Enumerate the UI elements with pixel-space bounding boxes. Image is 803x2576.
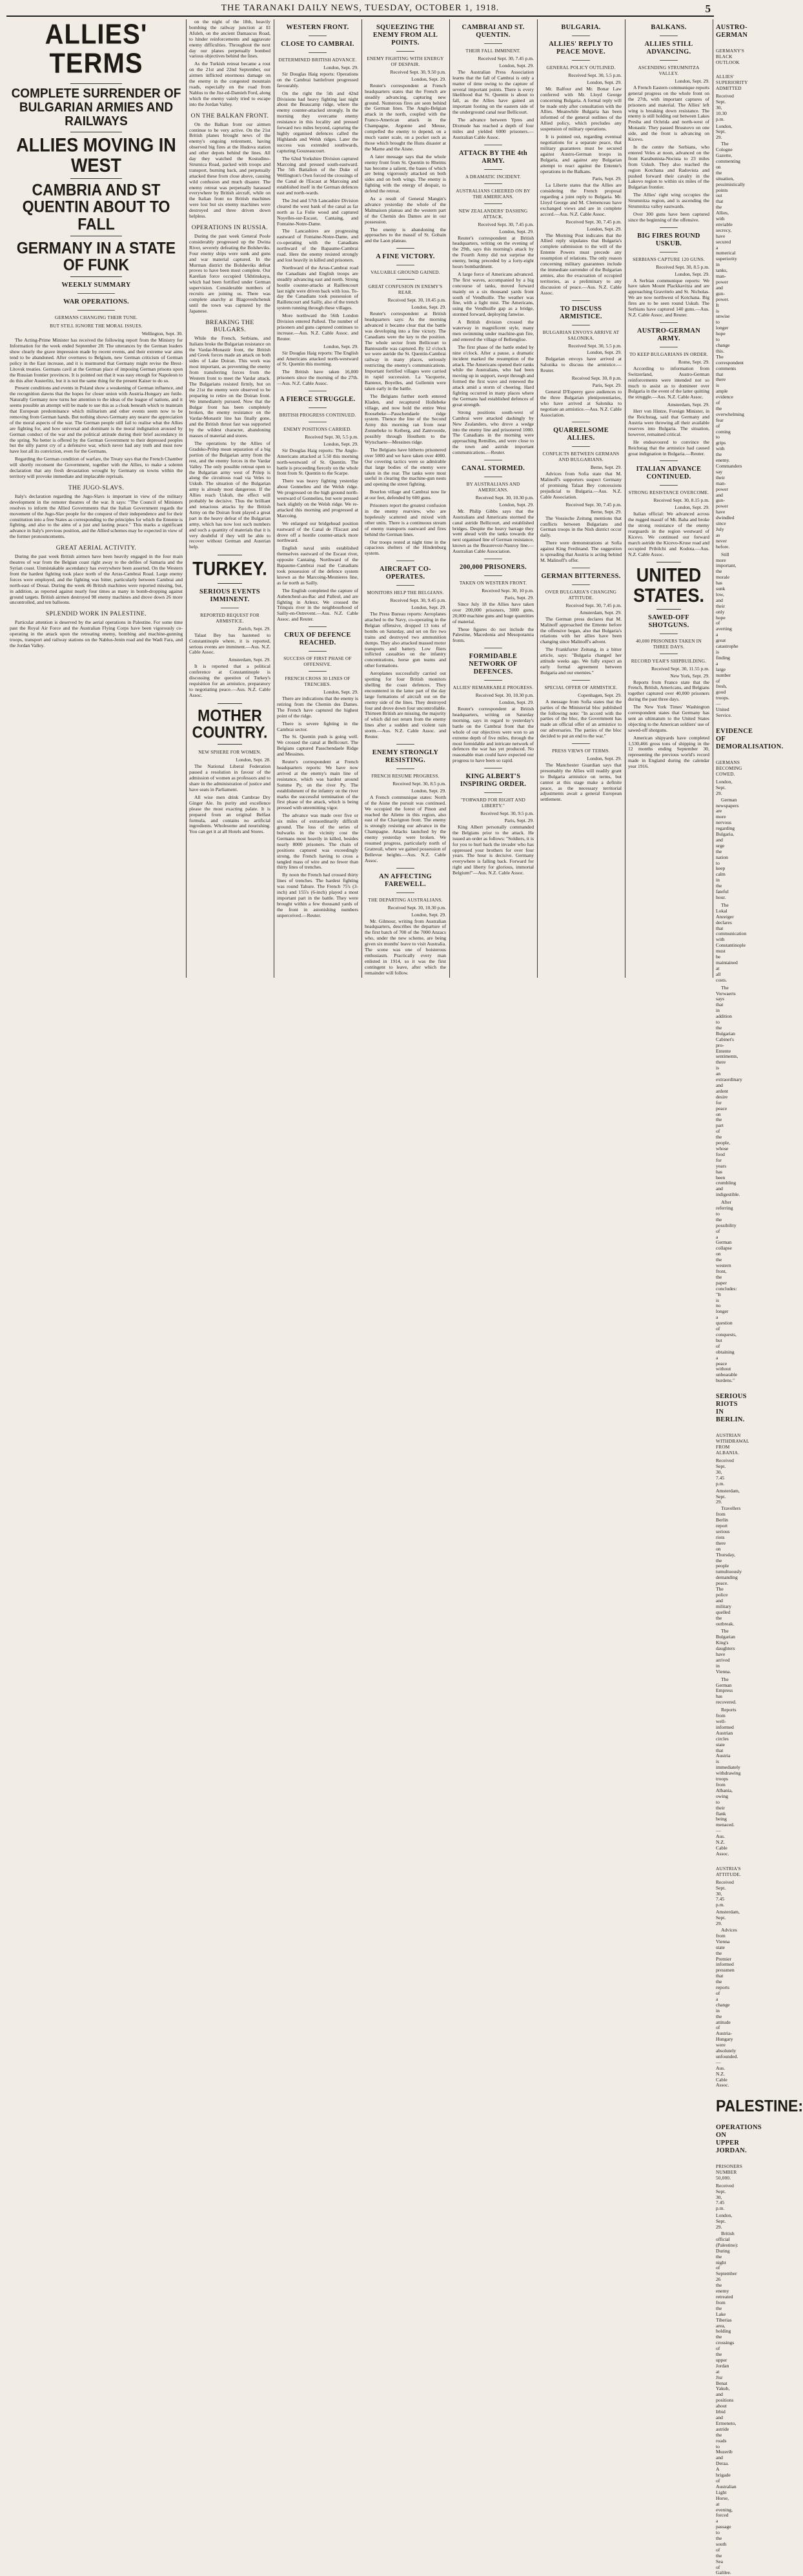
separator-rule <box>70 83 122 84</box>
section-heading: CLOSE TO CAMBRAI. <box>281 41 354 48</box>
separator-rule <box>218 744 242 745</box>
separator-rule <box>70 276 122 277</box>
subheading: THE DEPARTING AUSTRALIANS. <box>368 896 443 903</box>
article-paragraph: Bourlon village and Cambrai now lie at our feet, defended by 600 guns. <box>365 489 446 501</box>
dateline: Received Sept. 30, 7.45 p.m. <box>565 602 622 608</box>
short-rule <box>309 52 327 53</box>
dateline: Received Sept. 30, 8.5 p.m. <box>656 263 709 270</box>
dateline: London, Sept. 29. <box>323 440 358 447</box>
article-paragraph: Talaat Bey has hastened to Constantinople where, it is reported, serious events are imminent.—Aus. N.Z. Cable Assoc. <box>189 632 270 655</box>
subheading: NEW SPHERE FOR WOMEN. <box>198 749 261 756</box>
dateline: Received Sept. 30, 7.45 p.m. <box>478 56 534 61</box>
dateline: London, Sept. 29. <box>411 911 446 918</box>
article-paragraph: Mr. Gilmour, writing from Australian headquarters, describes the departure of the first batch of 700 of the 7000 Anzacs who, under the new scheme, are being given six months' leave to visit Australia. The scene was one of boisterous enthusiasm. Practically every man enlisted in 1914, so it was the first contingent to leave, after which the remainder will follow. <box>365 918 446 976</box>
article-paragraph: It is reported that a political conference at Constantinople is discussing the question of Turkey's requisition for an armistice, preparatory to negotiating peace.—Aus. N.Z. Cable Assoc. <box>189 663 270 698</box>
separator-rule <box>218 583 242 584</box>
article-paragraph: Prisoners report the greatest confusion in the enemy rearview, who are hopelessly scattered and mixed with other units. There is a continuous stream of enemy transports eastward and fires behind the German lines. <box>365 502 446 537</box>
subheading: BRITISH PROGRESS CONTINUED. <box>279 412 356 418</box>
headline: ALLIES' TERMS <box>45 19 148 79</box>
article-paragraph: Reuter's correspondent at French headquarters reports: We have now arrived at the enemy's main line of resistance, which was hardest around Somme Py, on the river Py. The establishment of the infantry on the river marks the successful termination of the first phase of the attack, which is being pressed with unremitting vigor. <box>277 759 358 811</box>
short-rule <box>484 43 502 44</box>
dateline: London, Sept. 29. <box>499 699 534 706</box>
dateline: London, Sept. 29. <box>499 62 534 68</box>
column-rule <box>537 19 538 978</box>
section-heading: SERIOUS EVENTS IMMINENT. <box>199 588 260 603</box>
subheading: GREAT CONFUSION IN ENEMY'S REAR. <box>368 283 443 296</box>
article-paragraph: Mr. Philip Gibbs says that the Australians and Americans stormed the canal astride Bellicourt, and established bridges. Despite the heavy barrage they went ahead with the tanks towards the next organised line of German resistance, known as the Beaurevoir-Nauroy line.—Australian Cable Association. <box>452 508 534 555</box>
dateline: London, Sept. 29. <box>499 228 534 234</box>
article-paragraph: According to information from Switzerland, Austro-German reinforcements were intended not so much to assist as to domineer over Bulgaria in the event of the latter quitting the struggle.—Aus. N.Z. Cable Assoc. <box>628 365 709 400</box>
subheading: CONFLICTS BETWEEN GERMANS AND BULGARIANS. <box>542 451 620 463</box>
article-paragraph: In the centre the Serbians, who entered Veles at noon, advanced on the front Karabunista-Nocista to 23 miles from Uskub. They also reached the region Kotchana and Radovista and pushed forward their cavalry in the Lakovo region to within six miles of the Bulgarian frontier. <box>628 143 709 191</box>
article-paragraph: The Acting-Prime Minister has received the following report from the Ministry for Information for the week ended September 28: The utterances by the German leaders show clearly the grave impression made by recent events, and their extreme war aims tend to be abandoned. After overtures to Belgium, new German criticism of German policy in the East increase, and it is murmured that Germany might revise the Brest-Litovsk treaties. Germans cavil at the German place of imposing German prisons upon the Russian frontier provinces. It is pointed out that it was easy enough for Napoleon to do this after Austerlitz, but it is not the same thing for the present Kaiser to do so. <box>10 337 183 384</box>
article-paragraph: Reuter's correspondent at British headquarters, writing on Saturday morning, says in regard to yesterday's battle on the Cambrai front that the whole of our objectives were won to an extreme depth of five miles, through the most formidable and intricate network of defences the war has yet produced. No reasonable man could have expected our progress to have been so rapid. <box>452 706 534 764</box>
dateline: London, Sept. 29. <box>411 787 446 794</box>
article-paragraph: The enemy is abandoning the approaches to the massif of St. Gobain and the Laon plateau. <box>365 226 446 244</box>
short-rule <box>660 227 678 228</box>
section-heading: AUSTRO-GERMAN ARMY. <box>637 327 700 342</box>
article-paragraph: It is pointed out, regarding eventual negotiations for a separate peace, that military guarantees must be secured against Austro-German troops in Bulgaria, and against any Bulgarian attempt to react against the Entente's operations in the Balkans. <box>540 134 622 174</box>
subheading: MONITORS HELP THE BELGIANS. <box>367 590 444 596</box>
article-paragraph: On the right the 5th and 42nd Divisions had heavy fighting last night about the Beaucamp ridge, where the enemy counter-attacked strongly. In the morning they overcame enemy resistance in this locality and pressed forward two miles beyond, capturing the highly organised defences called the Highlands and Welsh ridges. Later the success was extended southwards, capturing Gouzeaucourt. <box>277 90 358 154</box>
page-number: 5 <box>705 3 711 15</box>
dateline: London, Sept. 29. <box>411 304 446 311</box>
article-paragraph: Strong positions south-west of Cambrai were attacked dashingly by New Zealanders, who drove a wedge into the enemy line and prisonered 1000. The Canadians in the morning were approaching Remilles, and were close to the town and astride important communications.—Reuter. <box>452 409 534 456</box>
headline: UNITED STATES. <box>633 565 704 606</box>
article-paragraph: Bulgarian envoys have arrived at Salonika to discuss the armistice.—Reuter. <box>540 356 622 374</box>
article-paragraph: Regarding the German condition of warfare, the Treaty says that the French Chamber will shortly reconsent the Government, together with the Allies, to make a solemn declaration that any fresh devastation wrought by Germany on towns within the territory will provoke immediate and implacable reprisals. <box>10 456 183 479</box>
column-1 <box>6 19 186 978</box>
section-heading: SAWED-OFF SHOTGUNS. <box>648 613 689 629</box>
subheading: STRONG RESISTANCE OVERCOME. <box>628 489 709 496</box>
headline: TURKEY. <box>192 558 267 580</box>
dateline: Copenhagen, Sept. 29. <box>578 692 622 698</box>
short-rule <box>309 651 327 652</box>
article-paragraph: There are indications that the enemy is retiring from the Chemin des Dames. The French have captured the highest point of the ridge. <box>277 696 358 719</box>
article-paragraph: He endeavoured to convince the Reichstag that the armistice had caused great indignation in Bulgaria.—Reuter. <box>628 438 709 457</box>
dateline: Received Sept. 30, 8.5 p.m. <box>392 781 446 787</box>
dateline: Received Sept. 30, 9.5 p.m. <box>480 810 534 817</box>
section-heading: 200,000 PRISONERS. <box>460 564 527 572</box>
article-paragraph: on the night of the 18th, heavily bombing the railway junction at El Afuleh, on the ancient Damascus Road, to hinder reinforcements and aggravate enemy difficulties. Throughout the next day our planes perpetually bombed various objectives behind the lines. <box>189 19 270 59</box>
short-rule <box>572 680 590 681</box>
subheading: BY AUSTRALIANS AND AMERICANS. <box>466 481 520 493</box>
separator-rule <box>218 703 242 704</box>
article-paragraph: A message from Sofia states that the parties of the Ministerial bloc published the following note: "In accord with the parties of the bloc, the Government has made an official offer of an armistice to our adversaries. The parties of the bloc decided to put an end to the war." <box>540 698 622 739</box>
article-paragraph: The British have taken 16,000 prisoners since the morning of the 27th.—Aus. N.Z. Cable Assoc. <box>277 369 358 387</box>
article-paragraph: A later message says that the whole enemy front from St. Quentin to Rheims has become a salient, the bases of which are being vigorously attacked on both sides and on both wings. The enemy is fighting with the energy of despair, to defend the retreat. <box>365 153 446 194</box>
section-heading: BALKANS. <box>651 24 687 31</box>
article-paragraph: The Belgians further north entered Kladen, and recaptured Hollebeke village, and now hold the entire West Roosebeke—Passchendaele ridge system. Thence the line of the Second Army this morning ran from near Zonnebeke to Keiberg, and Zantvoorde, possibly through Houthem to the Wytschaete—Messines ridge. <box>365 393 446 446</box>
column-rule <box>186 19 187 978</box>
column-rule <box>361 19 362 978</box>
dateline: Received Sept. 30, 8 p.m. <box>571 375 622 382</box>
dateline: New York, Sept. 29. <box>670 672 709 679</box>
dateline: London, Sept. 29. <box>675 504 709 511</box>
newspaper-masthead <box>6 3 714 17</box>
short-rule <box>396 768 414 769</box>
article-paragraph: The Allies' right wing occupies the Strumnitza region, and is ascending the Strumnitza valley eastwards. <box>628 192 709 210</box>
dateline: Received Sept. 30, 9.50 p.m. <box>390 69 446 75</box>
article-paragraph: American shipyards have completed 1,530,466 gross tons of shipping in the 12 months ending September 30, representing the previous world's record made in England during the calendar year 1916. <box>628 734 709 770</box>
article-paragraph: Italy's declaration regarding the Jugo-Slavs is important in view of the military development in the remoter theatres of the war. It says: "The Council of Ministers resolves to inform the Allied Governments that the Italian Government regards the movement of the Jugo-Slav people for the conquest of their independence and for their constitution into a free States as corresponding to the principles for which the Entente is fighting, and also to the aims of a just and lasting peace." This marks a significant advance in Italy's previous position, and the Allied schemes may be expected in view of the former pronouncements. <box>10 493 183 540</box>
section-heading: ENEMY STRONGLY RESISTING. <box>372 749 439 764</box>
section-heading: A FINE VICTORY. <box>376 253 435 261</box>
article-paragraph: Sir Douglas Haig reports: The English and Americans attacked north-westward of St. Quentin this morning. <box>277 349 358 367</box>
dateline: Paris, Sept. 29. <box>592 176 622 182</box>
article-paragraph: There were demonstrations at Sofia against King Ferdinand. The suggestion is spreading that Austria is acting behind M. Malinoff's offer. <box>540 540 622 563</box>
subsection-heading: OPERATIONS IN RUSSIA. <box>191 224 269 231</box>
subheading: SERBIANS CAPTURE 120 GUNS. <box>633 256 705 262</box>
article-paragraph: A large force of Americans advanced. The first waves, accompanied by a big concourse of tanks, moved forward mainly on a six thousand yards front south of Vendhuille. The weather was fine, with a light mist. The Americans, using the Vendhuille gap as a bridge, stormed forward, deploying fanwise. <box>452 271 534 318</box>
subheading: BUT STILL IGNORE THE MORAL ISSUES. <box>50 323 143 329</box>
dateline: Received Sept. 30, 10.45 p.m. <box>387 297 446 304</box>
subheading: TO KEEP BULGARIANS IN ORDER. <box>629 351 708 357</box>
dateline: Received Sept. 30, 9.45 p.m. <box>390 597 446 604</box>
short-rule <box>396 892 414 893</box>
dateline: Paris, Sept. 29. <box>504 818 534 824</box>
dateline: Paris, Sept. 29. <box>592 382 622 388</box>
dateline: London, Sept. 29. <box>587 79 622 85</box>
subheading: ALLIES' REMARKABLE PROGRESS. <box>452 685 534 691</box>
dateline: Amsterdam, Sept. 29. <box>579 609 622 615</box>
article-paragraph: There was heavy fighting yesterday about Gonnelieu and the Welsh ridge. We progressed on the high ground north-westward of Gonnelieu, but were pressed back slightly on the Welsh ridge. We re-attacked this morning and progressed at Marcoing. <box>277 478 358 519</box>
short-rule <box>309 671 327 672</box>
article-paragraph: The advance between Ypres and Dixmude has reached a depth of four miles and yielded 6000 prisoners.—Australian Cable Assoc. <box>452 117 534 140</box>
section-heading: AN AFFECTING FAREWELL. <box>379 872 432 888</box>
dateline: Received Sept. 30, 10.30 p.m. <box>475 495 534 501</box>
section-heading: ATTACK BY THE 4th ARMY. <box>458 149 528 165</box>
subsection-heading: SPLENDID WORK IN PALESTINE. <box>45 610 147 618</box>
article-paragraph: Particular attention is deserved by the aerial operations in Palestine. For some time past the Royal Air Force and the Australian Flying Corps have been vigorously co-operating in the attack upon the retreating enemy, bombing and machine-gunning troops, transport and railway stations on the Nablus-Jenin road and the Wadi Fara, and the Jordan Valley. <box>10 619 183 648</box>
section-heading: FORMIDABLE NETWORK OF DEFENCES. <box>469 653 518 676</box>
article-paragraph: The National Liberal Federation passed a resolution in favour of the admission of women as professors and to share in the administration of justice and have seats in Parliament. <box>189 763 270 792</box>
article-paragraph: Reports from France state that the French, British, Americans, and Belgians together captured over 40,000 prisoners during the past three days. <box>628 679 709 703</box>
headline: CAMBRIA AND ST QUENTIN ABOUT TO FALL <box>22 181 170 234</box>
article-paragraph: The Lancashires are progressing eastward of Fontaine-Notre-Dame, and co-operating with the Canadians northward of the Bapaume-Cambrai road. Here the enemy resisted strongly and lost heavily in killed and prisoners. <box>277 228 358 263</box>
dateline: Received Sept. 30, 11.55 p.m. <box>651 665 709 672</box>
article-paragraph: The New York Times' Washington correspondent states that Germany has sent an ultimatum to the United States objecting to the American soldiers' use of sawed-off shotguns. <box>628 704 709 733</box>
headline: COMPLETE SURRENDER OF BULGARIAN ARMIES AND RAILWAYS <box>11 86 181 129</box>
short-rule <box>396 744 414 745</box>
short-rule <box>660 322 678 323</box>
newspaper-columns <box>6 19 803 2576</box>
subsection-heading: ON THE BALKAN FRONT. <box>190 112 269 119</box>
article-paragraph: On the Balkan front our airmen continue to be very active. On the 21st British planes brought news of the enemy's ongoing retirement, having observed big fires at the Hudova station and other depots behind the lines. All day they watched the Kostudino-Strumica Road, packed with troops and transport, burning back, and perpetually attacked these from close above, causing wild confusion and much disaster. The enemy retreat was perpetually harassed everywhere by British aircraft, while on the Italian front no British machines were lost but six enemy machines were destroyed and three driven down helpless. <box>189 121 270 220</box>
article-paragraph: The Press Bureau reports: Aeroplanes attached to the Navy, co-operating in the Belgian offensive, dropped 13 tons of bombs on Saturday, and set on fire two trains and destroyed two ammunition dumps. They also attacked massed motor transports and battery. Low fliers inflicted casualties on the infantry concentrations, horse gun teams and other formations. <box>365 611 446 669</box>
column-rule <box>449 19 450 978</box>
dateline: Rome, Sept. 29. <box>678 358 709 365</box>
short-rule <box>484 792 502 793</box>
subheading: SPECIAL OFFER OF ARMISTICE. <box>544 684 618 690</box>
subheading: ENEMY FIGHTING WITH ENERGY OF DESPAIR. <box>367 56 444 67</box>
article-paragraph: Aeroplanes successfully carried out spotting for four British monitors shelling the coast defences. They encountered in the latter part of the day large formations of aircraft out on the enemy side of the lines. They destroyed four and drove down four uncontrollable. Thirteen British are missing, the majority of which did not return from the enemy lines after a sudden and violent rain storm.—Aus. N.Z. Cable Assoc. and Reuter. <box>365 670 446 740</box>
article-paragraph: Present conditions and events in Poland show a weakening of German influence, and the recognition dawns that the hopes for closer union with Austria-Hungary are futile. Naturally Germany now turns her attention to the ideas of the league of nations, and it seems possible an attempt will be made to use this as a cloak beneath which to maintain that European predominance which militarism and other events seem now to be removing from German hands. But nothing shows Germany any nearer the appreciation of the moral aspects of the war. The German people still fail to realise what the Allies are fighting for, and how universal and dominant is the moral indignation aroused by German conduct of the war and the political attitude during their brief ascendancy in the spring. No better is offered by the German Government to their depressed peoples but the silly parrot cry of a defensive war, which never had any truth and must now have lost all its conviction, even for the Germans. <box>10 385 183 455</box>
column-8: AUSTRO-GERMAN GERMANY'S BLACK OUTLOOK ALLIES' SUPERIORITY ADMITTED Received Sept. 30, 10.30 p.m. London, Sept. 29. The Cologne Gazette, commenting on the situation, pessimistically points out that the Allies, with enviable secrecy, have secured a numerical superiority in tanks, man-power and gun-power. It is unwise to longer hope to change this. The correspondent comments that there is ample evidence of the overwhelming fear of coming to grips with the enemy. Commanders say their man-power and gun-power have dwindled since July as never before. Still more important, the morale has sunk low, and their only hope of averting a great catastrophe is finding a large number of fresh, good troops.—United Service. EVIDENCE OF DEMORALISATION. GERMANS BECOMING COWED. London, Sept. 29. German newspapers are more nervous regarding Bulgaria, and urge the nation to keep calm in the fateful hour. The Lokal Anzeiger declares that communication with Constantinople must be maintained at all costs. The Vorwaerts says that in addition to the Bulgarian Cabinet's pro-Entente sentiments, there is an extraordinary and ardent desire for peace on the part of the people, whose food for years has been crumbling and indigestible. After referring to the possibility of a German collapse on the western front, the paper concludes: "It is no longer a question of conquests, but of obtaining a peace without unbearable burdens." SERIOUS RIOTS IN BERLIN. AUSTRIAN WITHDRAWAL FROM ALBANIA. Received Sept. 30, 7.45 p.m. Amsterdam, Sept. 29. Travellers from Berlin report serious riots there on Thursday, the people tumultuously demanding peace. The police and military quelled the outbreak. The Bulgarian King's daughters have arrived in Vienna. The German Empress has recovered. Reports from well-informed Austrian circles state that Austria is immediately withdrawing troops from Albania, owing to their flank being menaced.—Aus. N.Z. Cable Assoc. AUSTRIA'S ATTITUDE. Received Sept. 30, 7.45 p.m. Amsterdam, Sept. 29. Advices from Vienna state the Premier informed pressmen that the reports of a change in the attitude of Austria-Hungary were absolutely unfounded.—Aus. N.Z. Cable Assoc. PALESTINE: OPERATIONS ON UPPER JORDAN. PRISONERS NUMBER 50,000. Received Sept. 30, 7.45 p.m. London, Sept. 29. British official (Palestine): During the night of September 26 the enemy retreated from the Lake Tiberias area, holding the crossings of the upper Jordan at Jisr Benat Yakub, and positions about Irbid and Ermeneto, astride the roads to Muzerib and Deraa. A brigade of Australian Light Horse, at evening, forced a passage to the south of the Sea of Galilee. <box>716 24 803 2576</box>
subheading: RECORD YEAR'S SHIPBUILDING. <box>631 657 707 664</box>
section-heading: GERMAN BITTERNESS. <box>541 572 621 580</box>
subheading: "FORWARD FOR RIGHT AND LIBERTY." <box>461 797 525 809</box>
dateline: London, Sept. 29. <box>675 271 709 277</box>
dateline: Received Sept. 30, 8.15 p.m. <box>653 497 709 504</box>
dateline: Received Sept. 30, 5.5 p.m. <box>568 342 622 349</box>
section-heading: ALLIES' REPLY TO PEACE MOVE. <box>549 41 613 56</box>
article-paragraph: Northward of the Arras-Cambrai road the Canadians and English troops are steadily advancing east and north. Strong hostile counter-attacks at Raillencourt last night were driven back with loss. To-day the Canadians took possession of Raillencourt and Sailly, also of the trench system running through these villages. <box>277 264 358 311</box>
article-paragraph: All wise men drink Cambrae Dry Ginger Ale. Its purity and excellence please the most exacting palate. It is prepared from an original Belfast formula, and contains no artificial ingredients. Wholesome and nourishing. You can get it at all Hotels and Stores. <box>189 794 270 835</box>
section-heading: SQUEEZING THE ENEMY FROM ALL POINTS. <box>372 24 438 46</box>
column-6 <box>537 19 625 978</box>
article-paragraph: The 62nd Yorkshire Division captured Marcoing and pressed south-eastward. The 5th Battalion of the Duke of Wellington's Own forced the crossings of the Canal de l'Escaut at Marcoing and established itself in the German defences east and north-wards. <box>277 155 358 196</box>
short-rule <box>572 584 590 585</box>
subheading: 40,000 PRISONERS TAKEN IN THREE DAYS. <box>636 637 702 650</box>
dateline: Amsterdam, Sept. 29. <box>228 657 270 663</box>
dateline: London, Sept. 29. <box>587 349 622 356</box>
subheading: REPORTED REQUEST FOR ARMISTICE. <box>200 612 259 624</box>
article-paragraph: We enlarged our bridgehead position eastward of the Canal de l'Escaut and drove off a hostile counter-attack more northward. <box>277 520 358 544</box>
article-paragraph: More northward the 56th London Division entered Palleul. The number of prisoners and guns captured continues to increase.—Aus. N.Z. Cable Assoc. and Reuter. <box>277 313 358 342</box>
separator-rule <box>70 178 122 179</box>
article-paragraph: The Vossische Zeitung mentions that conflicts between Bulgarians and German troops in the Nish district occur daily. <box>540 515 622 539</box>
article-paragraph: The German press declares that M. Malinoff approached the Entente before the offensive began, also that Bulgaria's relations with her allies have been changing since Malinoff's advent. <box>540 615 622 645</box>
subheading: FRENCH RESUME PROGRESS. <box>371 773 440 779</box>
article-paragraph: The first phase of the battle ended by nine o'clock. After a pause, a dramatic incident marked the resumption of the attack. The Americans opened their ranks while the Australians, who had been moving up in support, swept through and formed the first wave and renewed the attack amid a storm of cheering. Hard fighting occurred in many places where the Germans had established defences of great strength. <box>452 344 534 407</box>
separator-rule <box>656 609 681 610</box>
section-heading: KING ALBERT'S INSPIRING ORDER. <box>460 773 527 788</box>
short-rule <box>77 310 116 311</box>
article-paragraph: English naval units established themselves eastward of the Escaut river, opposite Cantaing. Northward of the Bapaume-Cambrai road the Canadians took possession of the defence system known as the Marcoing-Mesnieres line, as far north as Sailly. <box>277 545 358 586</box>
dateline: Berne, Sept. 29. <box>590 508 622 515</box>
dateline: London, Sept. 28. <box>236 757 270 763</box>
dateline: Zurich, Sept. 29. <box>238 625 270 632</box>
article-paragraph: While the French, Serbians, and Italians broke the Bulgarian resistance on the Vardar-Monastir front, the British and Greek forces made an attack on both sides of Lake Doiran. This work was most important, as preventing the enemy from transferring forces from the Western front to meet the Vardar attack. The Bulgarians resisted firmly, but on the 21st the enemy were observed to be preparing to retire on the Doiran front. We immediately pursued. Now that the Bulgar front has been completely broken, the enemy resistance on the Vardar-Monastir line has finally gone, and the British thrust fast was supported by the wildest character, abandoning masses of material and stores. <box>189 335 270 439</box>
section-heading: WEEKLY SUMMARY <box>61 282 131 289</box>
short-rule <box>309 407 327 408</box>
article-paragraph: General D'Esperey gave audiences to the three Bulgarian plenipotentiaries, who have arrived at Salonika to negotiate an armistice.—Aus. N.Z. Cable Association. <box>540 388 622 418</box>
short-rule <box>572 300 590 301</box>
subheading: FRENCH CROSS 30 LINES OF TRENCHES. <box>285 675 351 688</box>
section-heading: WESTERN FRONT. <box>286 24 349 31</box>
article-paragraph: The Belgians have hitherto prisonered over 5000 and we have taken over 4000. Our covering tactics were so admirable that large bodies of the enemy were taken in the rear. The tanks were most useful in clearing the machine-gun nests and opening the street fighting. <box>365 446 446 488</box>
article-paragraph: The advance was made over five or six miles of extraordinarily difficult ground. The loss of the series of bulwarks in the vicinity cost the Germans most heavily in killed, besides nearly 8000 prisoners. The chain of positions captured was exceedingly strong, the French having to cross a tangled mass of wire and no fewer than thirty lines of trenches. <box>277 812 358 871</box>
subheading: THEIR FALL IMMINENT. <box>465 48 521 54</box>
masthead-date: TUESDAY, OCTOBER 1, 1918. <box>365 3 500 13</box>
article-paragraph: The Frankfurter Zeitung, in a bitter article, says: "Bulgaria changed her attitude weeks ago. We fully expect an early formal agreement between Bulgaria and our enemies." <box>540 646 622 675</box>
short-rule <box>396 279 414 280</box>
article-paragraph: La Liberte states that the Allies are considering the French proposal regarding a joint reply to Bulgaria. Mr. Lloyd George and M. Clemenceau have exchanged views and are in complete accord.—Aus. N.Z. Cable Assoc. <box>540 182 622 217</box>
subheading: SUCCESS OF FIRST PHASE OF OFFENSIVE. <box>283 655 352 668</box>
article-paragraph: A British division crossed the waterway in magnificent style, many men swimming under machine-gun fire, and entered the village of Bellenglise. <box>452 319 534 342</box>
short-rule <box>572 60 590 61</box>
section-heading: WAR OPERATIONS. <box>63 298 129 306</box>
article-paragraph: A French Eastern communique reports general progress on the whole front on the 27th, with important captures of prisoners and material. The Allies' left wing is breaking down resistance. The enemy is still holding out between Lakes Presba and Ochrida and north-west of Monastir. They passed Brusnovo on one side, and the front is advancing on Kicevo. <box>628 84 709 143</box>
article-paragraph: The Morning Post indicates that the Allied reply stipulates that Bulgaria's complete submission to the will of the Entente Powers must precede any resumption of relations. The only reason concerning military guarantees include the immediate surrender of the Bulgarian armies, also the evacuation of occupied territories, as a preliminary to any discussion of peace.—Aus. N.Z. Cable Assoc. <box>540 232 622 296</box>
subsection-heading: BREAKING THE BULGARS. <box>205 318 254 333</box>
dateline: Received Sept. 30, 7.45 p.m. <box>478 221 534 227</box>
short-rule <box>484 680 502 681</box>
article-paragraph: The St. Quentin push is going well. We crossed the canal at Bellicourt. The Belgians captured Passchendaele Ridge and Messines. <box>277 734 358 757</box>
article-paragraph: The English completed the capture of Aubencheul-au-Bac and Palleul, and are fighting in Arleux. We crossed the Trinquis river in the neighbourhood of Sailly-en-Ostrevent.—Aus. N.Z. Cable Assoc. and Reuter. <box>277 587 358 623</box>
article-paragraph: Advices from Sofia state that M. Malinoff's supporters suspect Germany of promising Talaat Bey concessions prejudicial to Bulgaria.—Aus. N.Z. Cable Association. <box>540 471 622 500</box>
article-paragraph: Reuter's correspondent at French headquarters states that the French are steadily advancing, capturing new ground. Numerous fires are seen behind the German lines. The Anglo-Belgian attack in the north, coupled with the Franco-American attack in the Champagne, Argonne and Meuse, compelled the enemy to depend, on a much vaster scale, on a pocket such as those which brought the Huns disaster at the Marne and the Aisne. <box>365 82 446 152</box>
short-rule <box>396 51 414 52</box>
subheading: PRESS VIEWS OF TERMS. <box>552 748 610 754</box>
section-heading: CRUX OF DEFENCE REACHED. <box>284 632 351 647</box>
short-rule <box>660 460 678 461</box>
subheading: GENERAL POLICY OUTLINED. <box>546 65 616 70</box>
subheading: OVER BULGARIA'S CHANGING ATTITUDE. <box>545 588 617 601</box>
article-paragraph: Over 300 guns have been captured since the beginning of the offensive. <box>628 211 709 223</box>
article-paragraph: The Australian Press Association learns that the fall of Cambrai is only a matter of time owing to the capture of several important points. There is every likelihood that St. Quentin is about to fall, as the Allies have gained an important footing on the eastern side of the underground canal near Bellicourt. <box>452 68 534 116</box>
section-heading: QUARRELSOME ALLIES. <box>553 427 609 442</box>
short-rule <box>660 60 678 61</box>
section-heading: TO DISCUSS ARMISTICE. <box>560 305 602 320</box>
dateline: London, Sept. 29. <box>323 343 358 349</box>
section-heading: ALLIES STILL ADVANCING. <box>644 41 693 56</box>
short-rule <box>309 626 327 627</box>
article-paragraph: Sir Douglas Haig reports: The Anglo-Americans attacked at 5.50 this morning north-westward of St. Quentin. The battle is proceeding fiercely on the whole front from St. Quentin to the Scarpe. <box>277 447 358 477</box>
section-heading: A FIERCE STRUGGLE. <box>280 396 356 404</box>
article-paragraph: Herr von Hintze, Foreign Minister, in the Reichstag, said that Germany and Austria were throwing all their available reserves into Bulgaria. The situation, however, remained critical. <box>628 408 709 437</box>
dateline: London, Sept. 29. <box>323 65 358 70</box>
short-rule <box>396 248 414 249</box>
column-4 <box>361 19 449 978</box>
section-heading: BIG FIRES ROUND USKUB. <box>637 232 700 247</box>
column-5 <box>449 19 537 978</box>
dateline: London, Sept. 29. <box>411 76 446 82</box>
dateline: Received Sept. 30, 10 p.m. <box>482 588 534 594</box>
article-paragraph: The operations by the Allies of Gradsko-Prilep mean separation of a big portion of the Bulgarian army from the rest, and the enemy forces in the Vardar Valley. The only possible retreat open to the Bulgarian army west of Prilep is along the circuitous road via Veles to Uskub. The situation of the Bulgarian army is already most dangerous. If the Allies reach Uskub, the effect will probably be decisive. Thus the brilliant and tenacious attacks by the British Army on the Doiran front played a great part in the heavy defeat of the Bulgarian army, which has now lost such numbers and such a quantity of materials that it is very doubtful if they will be able to recover without German and Austrian help. <box>189 440 270 550</box>
short-rule <box>484 183 502 184</box>
article-paragraph: King Albert personally commanded the Belgians prior to the attack. He issued an order as follows: "Soldiers, it is for you to hurl back the invader who has oppressed your brothers for over four years. The hour is decisive. Germany everywhere is falling back. Forward for right and liberty for glorious, immortal Belgium!"—Aus. N.Z. Cable Assoc. <box>452 823 534 876</box>
dateline: London, Sept. 29. <box>675 78 709 84</box>
short-rule <box>77 293 116 294</box>
headline: MOTHER COUNTRY. <box>192 706 268 742</box>
subsection-heading: GREAT AERIAL ACTIVITY. <box>56 544 137 552</box>
short-rule <box>484 203 502 204</box>
article-paragraph: Italian official: We advanced across the rugged massif of Mt. Baba and broke the strong resistance of the enemy rearguards in the region westward of Kicevo. We continued our forward march astride the Kicevo-Kruse road and occupied Pribilchi and Kodota.—Aus. N.Z. Cable Assoc. <box>628 511 709 557</box>
dateline: London, Sept. 29. <box>411 604 446 611</box>
short-rule <box>572 446 590 447</box>
section-heading: CANAL STORMED. <box>461 465 525 473</box>
section-heading: BULGARIA. <box>561 24 601 31</box>
article-paragraph: The 2nd and 57th Lancashire Division cleared the west bank of the canal as far north as La Folie wood and captured Noyelles-sur-Escaut, Cantaing, and Fontaine-Notre-Dame. <box>277 197 358 227</box>
dateline: Berne, Sept. 29. <box>590 464 622 471</box>
article-paragraph: A Serbian communique reports: We have taken Mount Plackkavitza and are approaching Gravritelo and St. Nicholas. We are now northwest of Kotchana. Big fires are to be seen round Uskub. The Serbians have captured 140 guns.—Aus. N.Z. Cable Assoc. and Reuter. <box>628 277 709 318</box>
dateline: Amsterdam, Sept. 29. <box>667 402 709 408</box>
section-heading: ITALIAN ADVANCE CONTINUED. <box>636 466 702 481</box>
column-3 <box>274 19 361 978</box>
dateline: Received Sept. 30, 10.30 p.m. <box>475 692 534 699</box>
article-paragraph: Our troops rested at night time in the capacious shelters of the Hindenburg system. <box>365 539 446 557</box>
dateline: London, Sept. 29. <box>587 225 622 232</box>
dateline: Received Sept. 30, 5.5 p.m. <box>305 434 358 440</box>
article-paragraph: Sir Douglas Haig reports: Operations on the Cambrai battlefront progressed favourably. <box>277 70 358 88</box>
dateline: Received Sept. 30, 7.45 p.m. <box>565 218 622 225</box>
article-paragraph: Reuter's correspondent at British headquarters says: As the morning advanced it became clear that the battle was developing into a fine victory. The Canadians were the key to the position. The whole sector from Bellicourt to Bantouzelle was captured. By 12 o'clock we were astride the St. Quentin-Cambrai railway in many places, seriously restricting the enemy's communications. Important fortified villages were carried in rapid succession. La Vacquerie, Banteux, Boyelles, and Gullemin were taken early in the battle. <box>365 311 446 391</box>
dateline: Received Sept. 30, 10.30 p.m. <box>387 904 446 911</box>
subheading: DETERMINED BRITISH ADVANCE. <box>278 57 357 63</box>
article-paragraph: Reuter's correspondent at British headquarters, writing on the evening of the 29th, says this morning's attack by the Fourth Army did not surprise the enemy, being preceded by a forty-eight hours bombardment. <box>452 234 534 270</box>
dateline: Received Sept. 30, 5.5 p.m. <box>568 72 622 78</box>
subheading: VALUABLE GROUND GAINED. <box>371 269 440 276</box>
subsection-heading: THE JUGO-SLAVS. <box>68 484 125 491</box>
article-paragraph: As a result of General Mangin's advance yesterday the whole of the Malmaison plateau and the western part of the Chemin des Dames are in our possession. <box>365 196 446 225</box>
headline: ALLIES MOVING IN WEST <box>16 134 176 176</box>
short-rule <box>484 169 502 170</box>
subheading: A DRAMATIC INCIDENT. <box>465 173 522 180</box>
dateline: London, Sept. 29. <box>499 501 534 508</box>
subheading: NEW ZEALANDERS' DASHING ATTACK. <box>458 207 528 220</box>
subheading: ASCENDING STRUMNITZA VALLEY. <box>638 65 700 76</box>
subheading: ENEMY POSITIONS CARRIED. <box>283 426 352 433</box>
article-paragraph: The Manchester Guardian says that presumably the Allies will readily grant to Bulgaria armistice on terms, but cannot at this stage make a definite peace, as the necessary territorial adjustments await a general European settlement. <box>540 761 622 803</box>
subheading: BULGARIAN ENVOYS ARRIVE AT SALONIKA. <box>542 329 620 341</box>
section-heading: AIRCRAFT CO-OPERATES. <box>380 566 431 581</box>
article-paragraph: During the past week General Poole considerably progressed up the Dwina River, severely defeating the Bolsheviks. Four enemy ships were sunk and guns and war material captured. In the Murman district the Bolsheviks defeat proves to have been most complete. Our Karelian force occupied Ukhtinskaya, which had been fortified under German supervision. Considerable numbers of recruits are joining us. There was complete anarchy at Blagoveshchensk until the town was captured by the Japanese. <box>189 233 270 314</box>
dateline: London, Sept. 29. <box>323 689 358 696</box>
article-paragraph: During the past week British airmen have been heavily engaged in the four main theatres of war from the Belgian coast right away to the defiles of Samaria and the Syrian coast. Unmistakable ascendancy has everywhere been asserted. On the Western front the hardest fighting took place north of the Arras-Cambrai Road. Large enemy forces were employed, and the fighting was bitter, particularly between Cambrai and north-east of Douai. During the week 46 British machines were reported missing, but, in addition, as reported against nearly four times as many in bomb-dropping against ground targets. British airmen destroyed 98 enemy machines and drove down 26 more uncontrolled, and ten balloons. <box>10 553 183 606</box>
article-paragraph: There is severe fighting in the Cambrai sector. <box>277 720 358 732</box>
dateline: Received Sept. 30, 7.45 p.m. <box>565 501 622 508</box>
article-paragraph: As the Turkish retreat became a rout on the 21st and 22nd September, our airmen inflicted enormous damage on the enemy in the congested mountain roads, especially on the road from Nablus to the Jisr-ed-Damieh Ford, along which the enemy vainly tried to escape into the Jordan Valley. <box>189 61 270 107</box>
article-paragraph: A French communique states: North of the Aisne the pursuit was continued. We occupied the forest of Pinon and reached the Ailette in this region, also east of the Chavignon front. The enemy is strongly resisting our advance in the Champagne. Attacks launched by the enemy yesterday were broken. We resumed progress, particularly north of Gratreuil, where we gained possession of Bellevue heights.—Aus. N.Z. Cable Assoc. <box>365 794 446 863</box>
subheading: TAKEN ON WESTERN FRONT. <box>459 580 527 586</box>
subheading: GERMANS CHANGING THEIR TUNE. <box>54 314 138 321</box>
column-7 <box>625 19 713 978</box>
dateline: London, Sept. 29. <box>587 756 622 762</box>
subheading: AUSTRALIANS CHEERED ON BY THE AMERICANS. <box>456 187 531 200</box>
dateline: Paris, Sept. 29. <box>504 595 534 601</box>
dateline: Wellington, Sept. 30. <box>141 331 183 337</box>
short-rule <box>484 575 502 576</box>
article-paragraph: Mr. Balfour and Mr. Bonar Law conferred with Mr. Lloyd George concerning Bulgaria. A formal reply will be made only after consultation with the Allies. Meanwhile Bulgaria has been informed of the general outlines of the Allied policy, which precludes any suspension of military operations. <box>540 85 622 132</box>
article-paragraph: These figures do not include the Palestine, Macedonia and Mesopotamia fronts. <box>452 626 534 644</box>
short-rule <box>396 585 414 586</box>
short-rule <box>572 743 590 744</box>
article-paragraph: By noon the French had crossed thirty lines of trenches. The hardest fighting was round Tahure. The French 75's (3-inch) and 155's (6-inch) played a most important part in the battle. They were brought within a few thousand yards of the front in astonishing numbers unperceived.—Reuter. <box>277 872 358 918</box>
column-2 <box>186 19 274 978</box>
masthead-title: THE TARANAKI DAILY NEWS, <box>221 3 362 13</box>
article-paragraph: Since July 18 the Allies have taken over 200,000 prisoners, 3000 guns, 20,000 machine guns and huge quantities of material. <box>452 601 534 624</box>
headline: GERMANY IN A STATE OF FUNK <box>16 238 176 274</box>
short-rule <box>396 868 414 869</box>
section-heading: CAMBRAI AND ST. QUENTIN. <box>462 24 525 39</box>
short-rule <box>660 485 678 486</box>
